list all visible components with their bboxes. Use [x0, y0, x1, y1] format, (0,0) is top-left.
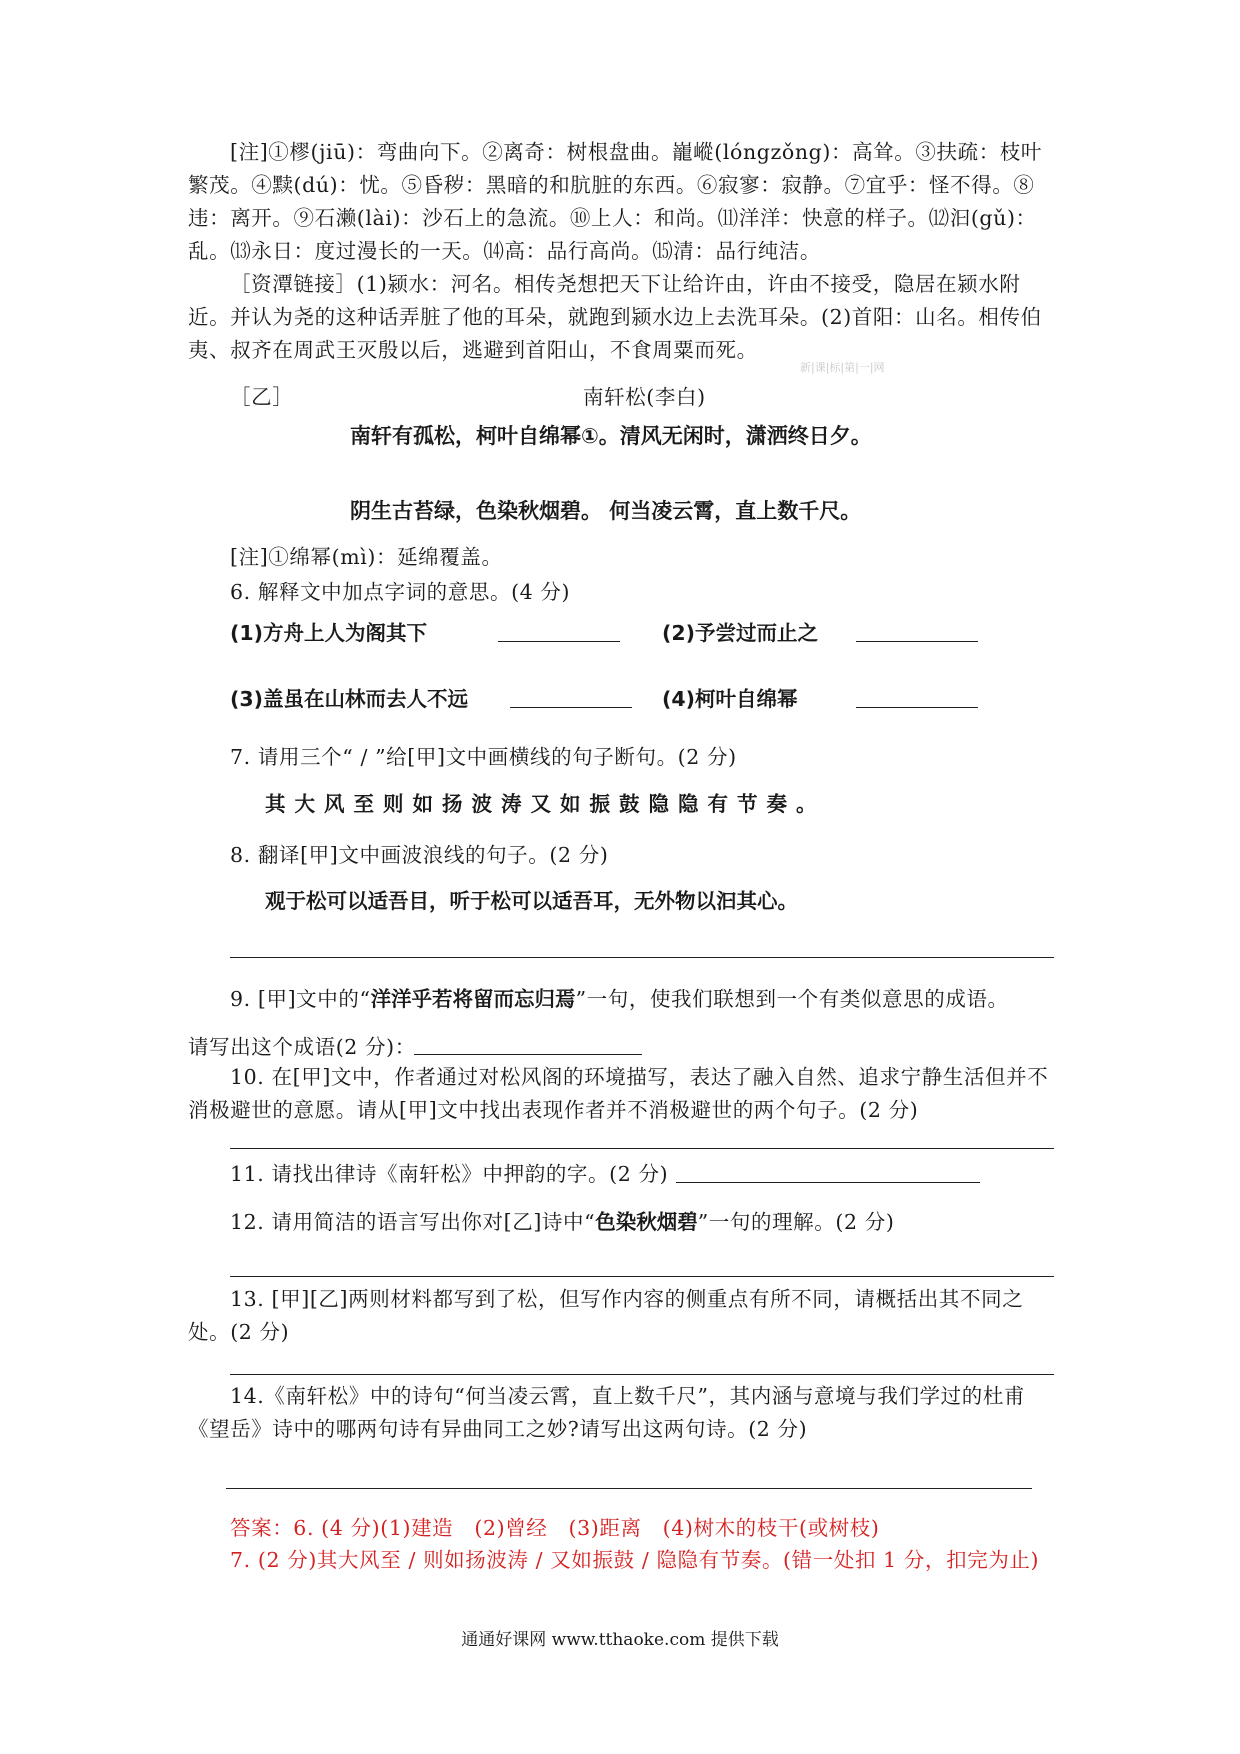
q8-stem: 8. 翻译[甲]文中画波浪线的句子。(2 分): [230, 843, 609, 867]
answer-7: 7. (2 分)其大风至 / 则如扬波涛 / 又如振鼓 / 隐隐有节奏。(错一处扣 1 分，扣完为止): [230, 1548, 1040, 1572]
q6-item-4: (4)柯叶自绵幂: [662, 687, 798, 711]
q6-item-3: (3)盖虽在山林而去人不远: [230, 687, 469, 711]
q11-answer-line[interactable]: [676, 1182, 980, 1183]
q11-text: 11. 请找出律诗《南轩松》中押韵的字。(2 分): [230, 1162, 669, 1186]
q12-pre: 12. 请用简洁的语言写出你对[乙]诗中“: [230, 1210, 596, 1234]
q6-answer-line-4[interactable]: [856, 707, 978, 708]
q12-quote: 色染秋烟碧: [595, 1210, 698, 1234]
poem-line-1: 南轩有孤松，柯叶自绵幂①。清风无闲时，潇洒终日夕。: [350, 424, 872, 448]
q9-answer-line[interactable]: [414, 1054, 642, 1055]
poem-label: ［乙］: [230, 385, 294, 409]
link-note: ［资潭链接］(1)颍水：河名。相传尧想把天下让给许由，许由不接受，隐居在颍水附近。并认为尧的这种话弄脏了他的耳朵，就跑到颍水边上去洗耳朵。(2)首阳：山名。相传伯夷、叔齐在周武王灭殷以后，逃避到首阳山，不食周粟而死。: [188, 272, 1042, 362]
q9-post: ”一句，使我们联想到一个有类似意思的成语。: [575, 987, 1009, 1011]
q6-item-1: (1)方舟上人为阁其下: [230, 621, 428, 645]
answer-6: 答案：6. (4 分)(1)建造 (2)曾经 (3)距离 (4)树木的枝干(或树枝): [230, 1516, 880, 1540]
q8-text: 观于松可以适吾目，听于松可以适吾耳，无外物以汩其心。: [265, 889, 798, 913]
poem-line-2: 阴生古苔绿，色染秋烟碧。 何当凌云霄，直上数千尺。: [350, 499, 862, 523]
q14-text: 14.《南轩松》中的诗句“何当凌云霄，直上数千尺”，其内涵与意境与我们学过的杜甫《望岳》诗中的哪两句诗有异曲同工之妙?请写出这两句诗。(2 分): [188, 1384, 1026, 1441]
q7-text: 其大风至则如扬波涛又如振鼓隐隐有节奏。: [265, 792, 826, 816]
q9-line-2: 请写出这个成语(2 分)：: [188, 1035, 416, 1059]
notes-jia: [注]①樛(jiū)：弯曲向下。②离奇：树根盘曲。巃嵷(lóngzǒng)：高耸。③扶疏：枝叶繁茂。④黩(dú)：忧。⑤昏秽：黑暗的和肮脏的东西。⑥寂寥：寂静。⑦宜乎：怪不得。⑧违：离开。⑨石濑(lài)：沙石上的急流。⑩上人：和尚。⑾洋洋：快意的样子。⑿汩(gǔ)：乱。⒀永日：度过漫长的一天。⒁高：品行高尚。⒂清：品行纯洁。: [188, 140, 1042, 263]
q10-answer-line[interactable]: [230, 1148, 1054, 1149]
q9-pre: 9. [甲]文中的“: [230, 987, 371, 1011]
q6-stem: 6. 解释文中加点字词的意思。(4 分): [230, 580, 571, 604]
q8-answer-line[interactable]: [230, 957, 1054, 958]
poem-note: [注]①绵幂(mì)：延绵覆盖。: [230, 545, 503, 569]
q10-text: 10. 在[甲]文中，作者通过对松风阁的环境描写，表达了融入自然、追求宁静生活但并不消极避世的意愿。请从[甲]文中找出表现作者并不消极避世的两个句子。(2 分): [188, 1065, 1049, 1122]
q9-line-1: [230, 982, 1009, 1012]
q6-answer-line-1[interactable]: [498, 641, 620, 642]
q13-text: 13. [甲][乙]两则材料都写到了松，但写作内容的侧重点有所不同，请概括出其不同之处。(2 分): [188, 1287, 1024, 1344]
q13-answer-line[interactable]: [230, 1374, 1054, 1375]
q12-answer-line[interactable]: [230, 1276, 1054, 1277]
q6-answer-line-3[interactable]: [510, 707, 632, 708]
watermark: 新|课|标|第|一|网: [800, 361, 885, 374]
q6-item-2: (2)予尝过而止之: [662, 621, 819, 645]
q14-answer-line[interactable]: [226, 1488, 1032, 1489]
q9-quote: 洋洋乎若将留而忘归焉: [370, 987, 576, 1011]
page-footer: 通通好课网 www.tthaoke.com 提供下载: [461, 1630, 779, 1650]
poem-title: 南轩松(李白): [583, 385, 706, 409]
q6-answer-line-2[interactable]: [856, 641, 978, 642]
q7-stem: 7. 请用三个“ / ”给[甲]文中画横线的句子断句。(2 分): [230, 745, 737, 769]
q12-post: ”一句的理解。(2 分): [697, 1210, 895, 1234]
q12-text: [230, 1205, 894, 1235]
